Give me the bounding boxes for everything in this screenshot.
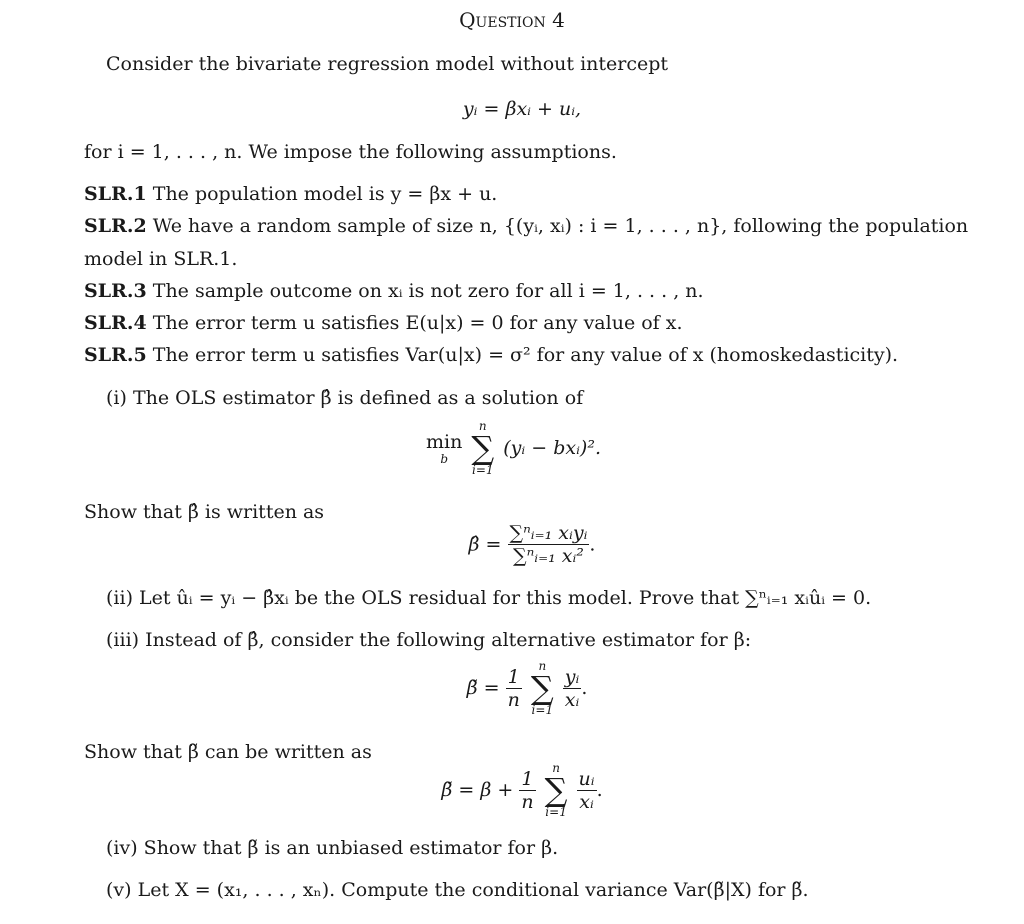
min-equation [0,420,1024,476]
show-beta-tilde-text: Show that β̃ can be written as [84,741,372,763]
min-operator [426,431,462,465]
beta-tilde-lhs: β̃ = [466,677,500,699]
assumption-slr4 [84,311,683,335]
part-iii-text: (iii) Instead of β̂, consider the following alternative estimator for β: [106,629,752,651]
assumption-slr5 [84,343,898,367]
beta-hat-lhs: β̂ = [468,533,502,556]
sum-upper-limit: n [538,659,547,673]
model-equation: yᵢ = βxᵢ + uᵢ, [462,98,582,120]
beta-tilde-rhs: β̃ = β + [441,779,514,801]
beta-hat-equation [0,522,1024,567]
assumption-label: SLR.1 [84,183,147,205]
assumption-text: The sample outcome on xᵢ is not zero for all i = 1, . . . , n. [152,280,704,302]
part-ii-text: (ii) Let ûᵢ = yᵢ − β̂xᵢ be the OLS residual for this model. Prove that ∑ⁿᵢ₌₁ xᵢûᵢ = 0. [106,587,872,609]
sum-lower-limit: i=1 [472,463,494,477]
sigma-symbol: ∑ [471,429,495,467]
equation-period: . [581,677,588,699]
for-line: for i = 1, . . . , n. We impose the following assumptions. [84,141,617,163]
sum-upper-limit: n [552,761,560,775]
assumption-label: SLR.3 [84,280,147,302]
one-over-n [519,768,535,813]
assumption-slr2 [84,214,968,238]
assumption-label: SLR.2 [84,215,147,237]
fraction-numerator: ∑ⁿᵢ₌₁ xᵢyᵢ [509,522,588,544]
fraction-numerator: yᵢ [564,665,580,688]
min-label: min [425,431,463,453]
fraction-denominator: ∑ⁿᵢ₌₁ xᵢ² [513,545,584,567]
sum-operator [545,762,568,818]
sigma-symbol: ∑ [544,771,568,809]
beta-hat-fraction [508,522,590,567]
assumption-label: SLR.4 [84,312,147,334]
part-v-text: (v) Let X = (x₁, . . . , xₙ). Compute the conditional variance Var(β̃|X) for β̃. [106,879,809,901]
question-title: Question 4 [459,8,565,32]
one-over-n [506,666,522,711]
part-i-text: (i) The OLS estimator β̂ is defined as a solution of [106,387,584,409]
equation-period: . [596,779,603,801]
u-over-x-fraction [577,768,597,813]
assumption-text: The population model is y = βx + u. [152,183,498,205]
fraction-denominator: xᵢ [579,790,594,813]
beta-tilde-rewritten [0,762,1024,818]
assumption-text: We have a random sample of size n, {(yᵢ, xᵢ) : i = 1, . . . , n}, following the population [152,215,969,237]
fraction-numerator: uᵢ [578,767,595,790]
assumption-text: The error term u satisfies Var(u|x) = σ² for any value of x (homoskedasticity). [152,344,899,366]
fraction-denominator: xᵢ [564,688,580,711]
min-subscript: b [440,452,448,466]
assumption-slr3 [84,279,704,303]
sum-body: (yᵢ − bxᵢ)². [503,437,602,459]
numerator-one: 1 [519,768,535,791]
intro-text: Consider the bivariate regression model without intercept [106,53,669,75]
sum-operator [471,420,494,476]
beta-tilde-definition [0,660,1024,716]
assumption-slr1 [84,182,497,206]
sigma-symbol: ∑ [530,669,554,707]
denominator-n: n [507,688,520,711]
sum-operator [531,660,554,716]
y-over-x-fraction [563,666,582,711]
assumption-slr2-continuation: model in SLR.1. [84,248,238,270]
assumption-text: The error term u satisfies E(u|x) = 0 for any value of x. [152,312,683,334]
fraction-period: . [589,533,596,556]
assumption-label: SLR.5 [84,344,147,366]
sum-lower-limit: i=1 [531,703,554,717]
show-beta-hat-text: Show that β̂ is written as [84,501,325,523]
numerator-one: 1 [506,666,522,689]
denominator-n: n [521,790,534,813]
part-iv-text: (iv) Show that β̃ is an unbiased estimator for β. [106,837,559,859]
sum-upper-limit: n [478,419,487,433]
sum-lower-limit: i=1 [545,805,567,819]
